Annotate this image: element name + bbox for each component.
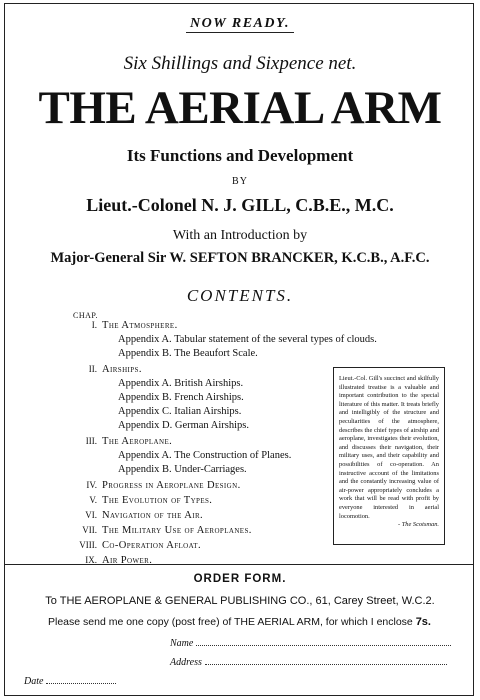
author-line: Lieut.-Colonel N. J. GILL, C.B.E., M.C. bbox=[86, 195, 394, 215]
order-amount: 7s. bbox=[415, 616, 431, 628]
appendix-row: Appendix A. Tabular statement of the several types of clouds. bbox=[118, 334, 377, 345]
order-form-divider bbox=[4, 564, 474, 565]
chapter-title: Navigation of the Air. bbox=[102, 510, 204, 521]
book-title: THE AERIAL ARM bbox=[38, 82, 442, 134]
review-box bbox=[333, 367, 445, 545]
chap-label: CHAP. bbox=[73, 311, 98, 320]
order-request bbox=[23, 615, 453, 630]
chapter-title: Airships. bbox=[102, 364, 142, 375]
chapter-number: VII. bbox=[82, 525, 97, 535]
name-label: Name bbox=[170, 638, 194, 649]
chapter-number: V. bbox=[89, 495, 97, 505]
date-label: Date bbox=[24, 676, 44, 687]
chapter-number: VIII. bbox=[79, 540, 97, 550]
appendix-row: Appendix B. French Airships. bbox=[118, 392, 244, 403]
chapter-title: Progress in Aeroplane Design. bbox=[102, 480, 241, 491]
appendix-row: Appendix A. The Construction of Planes. bbox=[118, 450, 292, 461]
date-field[interactable] bbox=[24, 676, 116, 687]
order-form-heading: ORDER FORM. bbox=[193, 573, 287, 585]
now-ready-banner: NOW READY. bbox=[0, 16, 480, 32]
chapter-title: The Atmosphere. bbox=[102, 320, 178, 331]
chapter-title: The Military Use of Aeroplanes. bbox=[102, 525, 252, 536]
chapter-title: Co-Operation Afloat. bbox=[102, 540, 202, 551]
chapter-title: The Evolution of Types. bbox=[102, 495, 213, 506]
address-label: Address bbox=[170, 657, 202, 668]
chapter-number: III. bbox=[85, 436, 97, 446]
address-line[interactable] bbox=[205, 664, 447, 665]
appendix-row: Appendix A. British Airships. bbox=[118, 378, 244, 389]
price-line: Six Shillings and Sixpence net. bbox=[123, 53, 357, 74]
date-line[interactable] bbox=[46, 683, 116, 684]
by-label: BY bbox=[232, 176, 248, 187]
address-field[interactable] bbox=[170, 657, 447, 668]
chapter-title: Air Power. bbox=[102, 555, 153, 566]
appendix-row: Appendix B. Under-Carriages. bbox=[118, 464, 247, 475]
name-field[interactable] bbox=[170, 638, 451, 649]
review-source: - The Scotsman. bbox=[397, 521, 439, 529]
appendix-row: Appendix C. Italian Airships. bbox=[118, 406, 242, 417]
contents-heading: CONTENTS. bbox=[186, 286, 294, 305]
introduction-line: With an Introduction by bbox=[172, 228, 308, 243]
chapter-number: VI. bbox=[85, 510, 97, 520]
chapter-number: IX. bbox=[85, 555, 97, 565]
appendix-row: Appendix B. The Beaufort Scale. bbox=[118, 348, 258, 359]
chapter-number: IV. bbox=[86, 480, 97, 490]
appendix-row: Appendix D. German Airships. bbox=[118, 420, 249, 431]
chapter-number: II. bbox=[88, 364, 97, 374]
name-line[interactable] bbox=[196, 645, 451, 646]
review-text: Lieut.-Col. Gill's succinct and skilfully illustrated treatise is a valuable and important contribution to the special literature of this matter. It treats briefly and intelligibly of the structure and peculiarities of the atmosphere, describes the chief types of airship and aeroplane, investigates their evolution, and discusses their navigation, their military uses, and their capability and possibilities of co-operation. An instructive account of the limitations and the constantly increasing value of air-power appropriately concludes a work that will be read with profit by everyone interested in aerial locomotion. bbox=[339, 375, 439, 520]
publisher-address: To THE AEROPLANE & GENERAL PUBLISHING CO., 61, Carey Street, W.C.2. bbox=[45, 595, 435, 607]
book-subtitle: Its Functions and Development bbox=[126, 146, 354, 165]
chapter-number: I. bbox=[91, 320, 97, 330]
chapter-title: The Aeroplane. bbox=[102, 436, 173, 447]
introduction-author: Major-General Sir W. SEFTON BRANCKER, K.C.B., A.F.C. bbox=[50, 250, 430, 266]
order-request-text: Please send me one copy (post free) of THE AERIAL ARM, for which I enclose bbox=[48, 616, 413, 628]
